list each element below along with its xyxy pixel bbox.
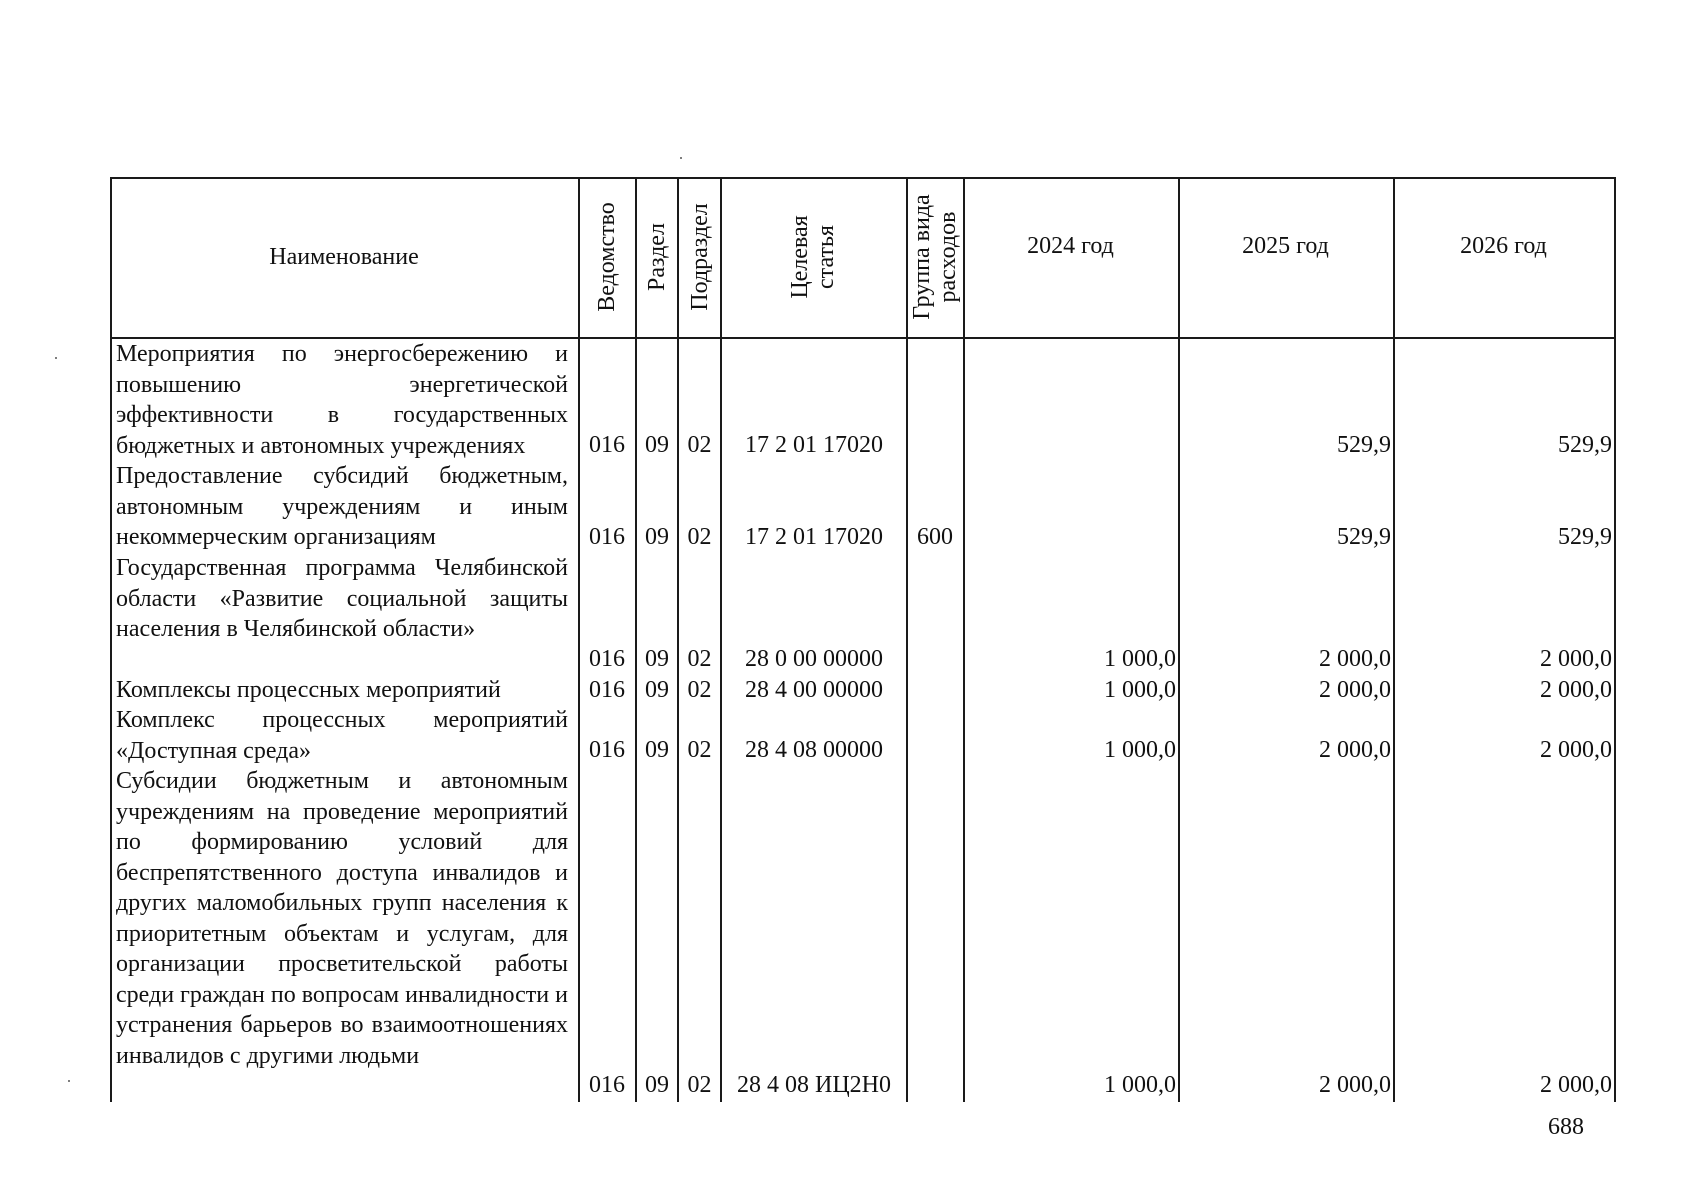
row-2026: 2 000,0 xyxy=(1540,677,1612,703)
header-2026: 2026 год xyxy=(1460,233,1547,259)
row-2026: 2 000,0 xyxy=(1540,646,1612,672)
row-razdel: 09 xyxy=(645,677,669,703)
row-name: Комплексы процессных мероприятий xyxy=(116,677,501,703)
row-name: Предоставление субсидий бюджетным, автономным учреждениям и иным некоммерческим организациям xyxy=(116,463,568,550)
row-razdel: 09 xyxy=(645,1072,669,1098)
row-gruppa: 600 xyxy=(917,524,953,550)
col-border-razdel xyxy=(677,177,679,1102)
col-border-podrazdel xyxy=(720,177,722,1102)
row-2026: 2 000,0 xyxy=(1540,737,1612,763)
row-2024: 1 000,0 xyxy=(1104,677,1176,703)
col-border-right xyxy=(1614,177,1616,1102)
row-2024: 1 000,0 xyxy=(1104,646,1176,672)
row-podrazdel: 02 xyxy=(687,737,712,763)
row-razdel: 09 xyxy=(645,524,669,550)
row-podrazdel: 02 xyxy=(687,677,712,703)
row-2024: 1 000,0 xyxy=(1104,1072,1176,1098)
row-podrazdel: 02 xyxy=(687,1072,712,1098)
scan-speck xyxy=(55,357,57,359)
row-podrazdel: 02 xyxy=(687,646,712,672)
row-name: Мероприятия по энергосбережению и повышению энергетической эффективности в государственных бюджетных и автономных учреждениях xyxy=(116,341,568,459)
col-border-2025 xyxy=(1393,177,1395,1102)
row-celevaya: 28 0 00 00000 xyxy=(745,646,883,672)
row-2025: 2 000,0 xyxy=(1319,677,1391,703)
header-name: Наименование xyxy=(269,244,419,270)
col-border-ved xyxy=(635,177,637,1102)
col-border-name xyxy=(578,177,580,1102)
row-2025: 2 000,0 xyxy=(1319,737,1391,763)
row-2024: 1 000,0 xyxy=(1104,737,1176,763)
row-2025: 529,9 xyxy=(1337,432,1391,458)
scan-speck xyxy=(68,1080,70,1082)
row-ved: 016 xyxy=(589,432,625,458)
header-2025: 2025 год xyxy=(1242,233,1329,259)
table-top-border xyxy=(110,177,1616,179)
row-2025: 2 000,0 xyxy=(1319,1072,1391,1098)
col-border-gruppa xyxy=(963,177,965,1102)
row-celevaya: 17 2 01 17020 xyxy=(745,432,883,458)
scan-speck xyxy=(680,157,682,159)
page-number: 688 xyxy=(1548,1114,1584,1140)
row-name: Комплекс процессных мероприятий «Доступная среда» xyxy=(116,707,568,764)
row-razdel: 09 xyxy=(645,646,669,672)
row-celevaya: 17 2 01 17020 xyxy=(745,524,883,550)
header-celevaya: Целевая статья xyxy=(787,215,839,299)
row-ved: 016 xyxy=(589,646,625,672)
row-2026: 2 000,0 xyxy=(1540,1072,1612,1098)
row-ved: 016 xyxy=(589,737,625,763)
row-celevaya: 28 4 00 00000 xyxy=(745,677,883,703)
col-border-2024 xyxy=(1178,177,1180,1102)
row-name: Субсидии бюджетным и автономным учреждениям на проведение мероприятий по формированию условий для беспрепятственного доступа инвалидов и других маломобильных групп населения к приоритетным объектам и услугам, для организации просветительской работы среди граждан по вопросам инвалидности и устранения барьеров во взаимоотношениях инвалидов с другими людьми xyxy=(116,768,568,1069)
row-ved: 016 xyxy=(589,524,625,550)
row-podrazdel: 02 xyxy=(687,524,712,550)
row-razdel: 09 xyxy=(645,737,669,763)
row-razdel: 09 xyxy=(645,432,669,458)
row-celevaya: 28 4 08 00000 xyxy=(745,737,883,763)
header-gruppa: Группа вида расходов xyxy=(909,194,961,320)
row-2026: 529,9 xyxy=(1558,524,1612,550)
col-border-celevaya xyxy=(906,177,908,1102)
row-2025: 2 000,0 xyxy=(1319,646,1391,672)
row-ved: 016 xyxy=(589,1072,625,1098)
row-celevaya: 28 4 08 ИЦ2Н0 xyxy=(737,1072,891,1098)
header-razdel: Раздел xyxy=(644,223,670,291)
row-name: Государственная программа Челябинской области «Развитие социальной защиты населения в Челябинской области» xyxy=(116,555,568,642)
row-podrazdel: 02 xyxy=(687,432,712,458)
header-2024: 2024 год xyxy=(1027,233,1114,259)
header-podrazdel: Подраздел xyxy=(687,203,713,311)
row-2025: 529,9 xyxy=(1337,524,1391,550)
col-border-left xyxy=(110,177,112,1102)
row-2026: 529,9 xyxy=(1558,432,1612,458)
row-ved: 016 xyxy=(589,677,625,703)
header-vedomstvo: Ведомство xyxy=(594,202,620,312)
